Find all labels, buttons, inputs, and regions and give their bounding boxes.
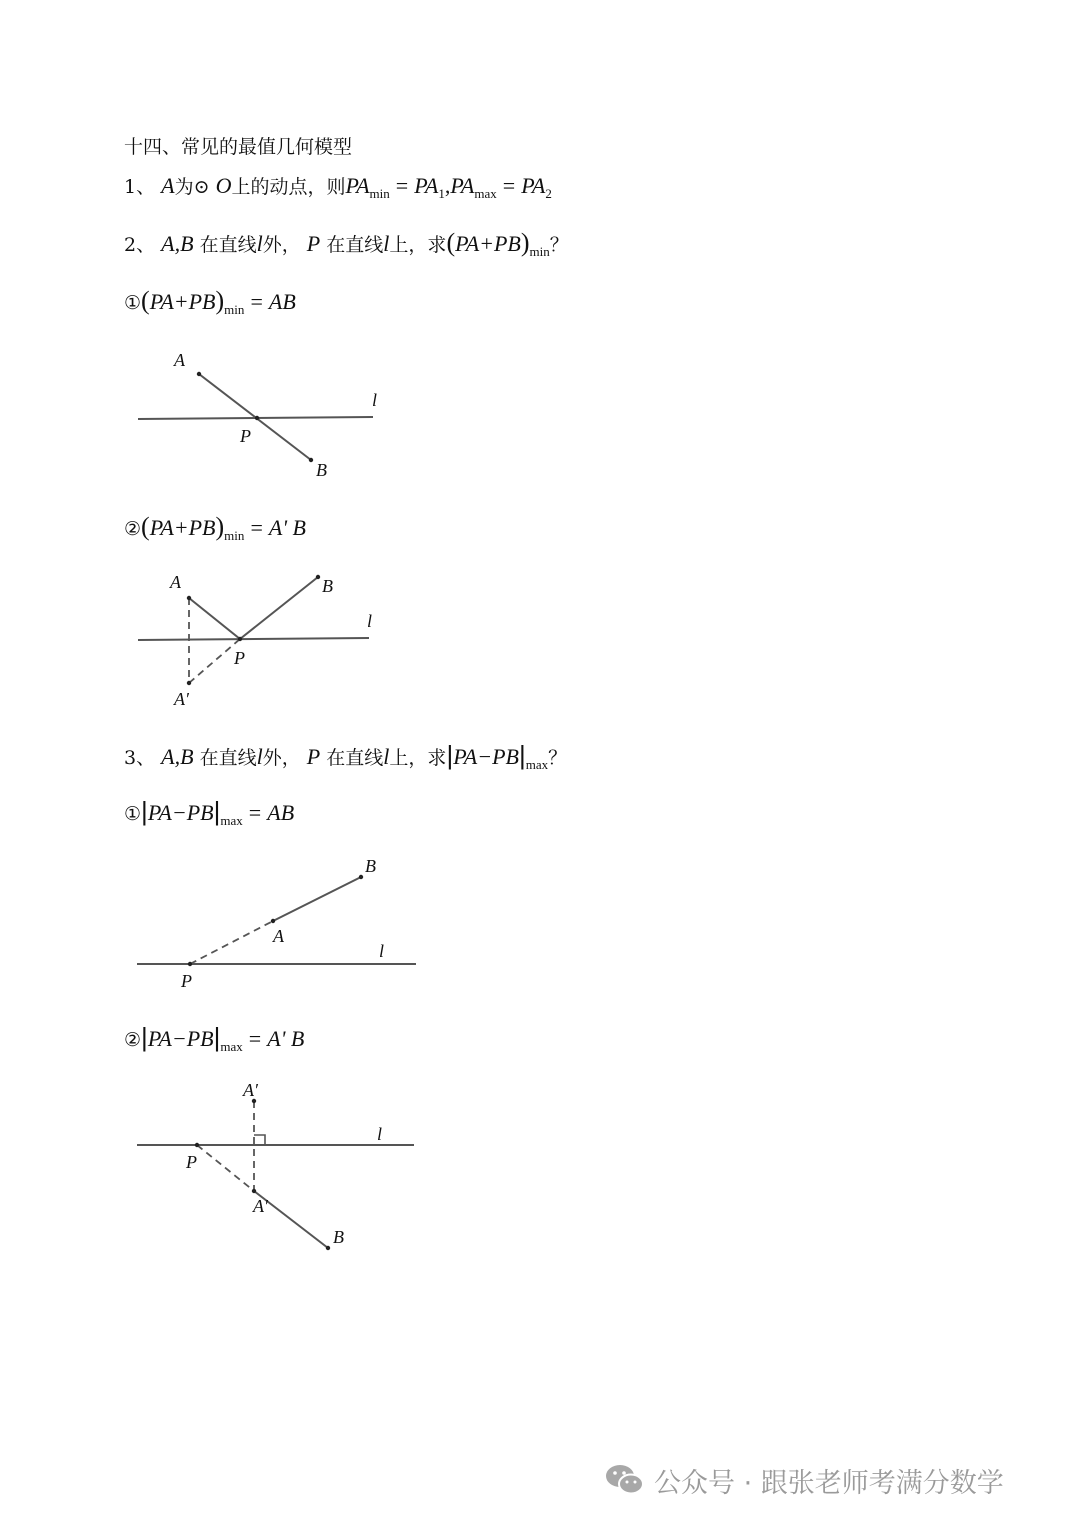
- point-P: [238, 637, 242, 641]
- label-A-prime-top: A′: [243, 1080, 258, 1100]
- segment-PB: [240, 577, 318, 639]
- point-P: [255, 416, 259, 420]
- item-3-case-1: $①|PA-PB|_{max}$ = AB: [124, 796, 295, 828]
- item-3: 3、 A,B 在直线l外， P 在直线l上，求$|PA-PB|_{max}$？: [124, 740, 568, 772]
- label-A-prime: A′: [174, 689, 189, 709]
- dashed-A2P: [189, 639, 240, 683]
- item-2: 2、 A,B 在直线l外， P 在直线l上，求$(PA+PB)_{min}$？: [124, 228, 569, 259]
- point-A: [187, 596, 191, 600]
- point-B: [326, 1246, 330, 1250]
- label-A: A: [174, 350, 185, 370]
- label-l: l: [372, 390, 378, 410]
- item-1: 1、 A为⊙ O上的动点，则$PA_{min} = PA_1,PA_{max} = PA_2$: [124, 173, 552, 201]
- label-P: P: [186, 1152, 197, 1172]
- watermark-text: 公众号 · 跟张老师考满分数学: [654, 1467, 1004, 1499]
- label-A-prime-mid: A′: [253, 1196, 268, 1216]
- point-A: [271, 919, 275, 923]
- dashed-PA2: [197, 1145, 254, 1191]
- point-P: [188, 962, 192, 966]
- label-B: B: [333, 1227, 344, 1247]
- wechat-icon: [604, 1462, 646, 1498]
- label-l: l: [379, 941, 385, 961]
- item-3-case-2: $②|PA-PB|_{max} = A'$ B: [124, 1022, 305, 1054]
- watermark: [604, 1458, 1004, 1502]
- segment-AP: [189, 598, 240, 639]
- label-l: l: [377, 1124, 383, 1144]
- section-heading: 十四、常见的最值几何模型: [124, 136, 353, 158]
- dashed-PA: [190, 921, 273, 964]
- label-P: P: [240, 426, 251, 446]
- segment-AB: [273, 877, 361, 921]
- label-P: P: [234, 648, 245, 668]
- label-B: B: [322, 576, 333, 596]
- point-A: [197, 372, 201, 376]
- point-B: [309, 458, 313, 462]
- point-B: [359, 875, 363, 879]
- line-l: [138, 638, 369, 640]
- point-A-prime: [187, 681, 191, 685]
- right-angle-mark: [254, 1135, 265, 1145]
- label-l: l: [367, 611, 373, 631]
- point-B: [316, 575, 320, 579]
- item-2-case-1: $①(PA+PB)_{min}$ = AB: [124, 286, 296, 317]
- label-P: P: [181, 971, 192, 991]
- label-A: A: [170, 572, 181, 592]
- label-B: B: [316, 460, 327, 480]
- item-2-case-2: $②(PA+PB)_{min} = A'$ B: [124, 512, 306, 543]
- label-B: B: [365, 856, 376, 876]
- point-A-prime-mid: [252, 1189, 256, 1193]
- point-P: [195, 1143, 199, 1147]
- label-A: A: [273, 926, 284, 946]
